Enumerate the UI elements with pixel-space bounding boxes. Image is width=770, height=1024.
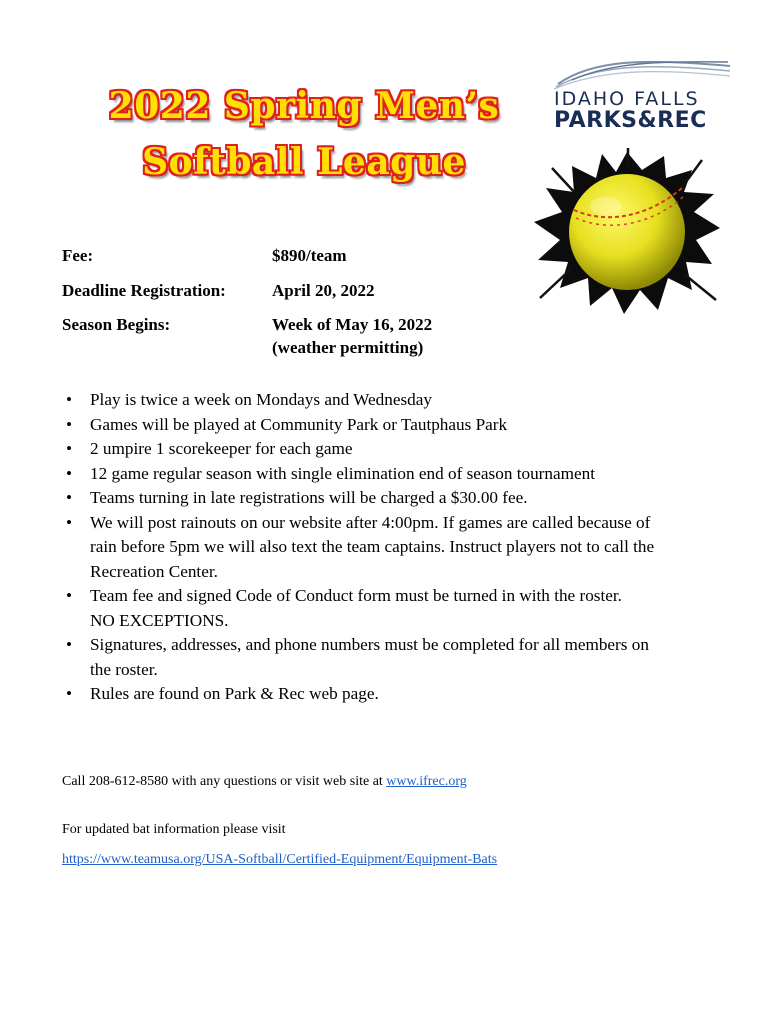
softball-crack-icon [532,148,722,318]
list-item-text: We will post rainouts on our website after 4:00pm. If games are called because of [90,512,651,532]
bat-info-link[interactable]: https://www.teamusa.org/USA-Softball/Certified-Equipment/Equipment-Bats [62,852,498,867]
website-link[interactable]: www.ifrec.org [386,774,467,789]
list-item: • 2 umpire 1 scorekeeper for each game [66,439,353,458]
list-item-text: Team fee and signed Code of Conduct form must be turned in with the roster. [90,586,622,605]
list-item-text: the roster. [90,659,158,679]
list-item-text: 2 umpire 1 scorekeeper for each game [90,439,353,458]
season-value-note: (weather permitting) [272,338,424,357]
logo-line-1: IDAHO FALLS [554,88,700,110]
list-item-text: 12 game regular season with single elimination end of season tournament [90,463,595,483]
list-item-text: rain before 5pm we will also text the team captains. Instruct players not to call the [90,537,655,556]
bat-info-line [62,852,497,868]
logo-line-2: PARKS&REC [554,108,707,133]
list-item-text: Play is twice a week on Mondays and Wednesday [90,390,432,409]
rules-list [62,388,732,707]
deadline-label: Deadline Registration: [62,281,226,300]
contact-text: Call 208-612-8580 with any questions or visit web site at [62,774,387,789]
list-item: • We will post rainouts on our website after 4:00pm. If games are called because of rain before 5pm we will also text the team captains. Instruct players not to call the Recreation Center. [62,511,732,585]
list-item: • Rules are found on Park & Rec web page. [66,684,379,703]
list-item: • Play is twice a week on Mondays and Wednesday [66,390,432,409]
deadline-value: April 20, 2022 [272,281,375,300]
title-line-2: Softball League [142,141,466,183]
fee-label: Fee: [62,246,94,265]
bat-info-text: For updated bat information please visit [62,822,286,837]
contact-line [62,774,467,790]
list-item-text: Teams turning in late registrations will be charged a $30.00 fee. [90,488,528,507]
list-item-text: Games will be played at Community Park or Tautphaus Park [90,414,508,434]
list-item-text: NO EXCEPTIONS. [90,610,229,630]
flyer-title [84,78,524,190]
season-label: Season Begins: [62,315,171,334]
list-item: • Team fee and signed Code of Conduct form must be turned in with the roster. NO EXCEPTIONS. [62,584,732,633]
list-item: • Signatures, addresses, and phone numbers must be completed for all members on the roster. [62,633,732,682]
fee-value: $890/team [272,246,347,265]
list-item: • Games will be played at Community Park or Tautphaus Park [66,414,508,434]
idaho-falls-parks-rec-logo [552,56,732,136]
list-item: • Teams turning in late registrations will be charged a $30.00 fee. [66,488,528,507]
list-item-text: Recreation Center. [90,561,218,581]
list-item-text: Rules are found on Park & Rec web page. [90,684,379,703]
list-item: • 12 game regular season with single elimination end of season tournament [66,463,595,483]
list-item-text: Signatures, addresses, and phone numbers must be completed for all members on [90,635,649,654]
logo-waves-icon [552,56,732,90]
season-value: Week of May 16, 2022 [272,315,433,334]
title-line-1: 2022 Spring Men’s [108,85,500,127]
